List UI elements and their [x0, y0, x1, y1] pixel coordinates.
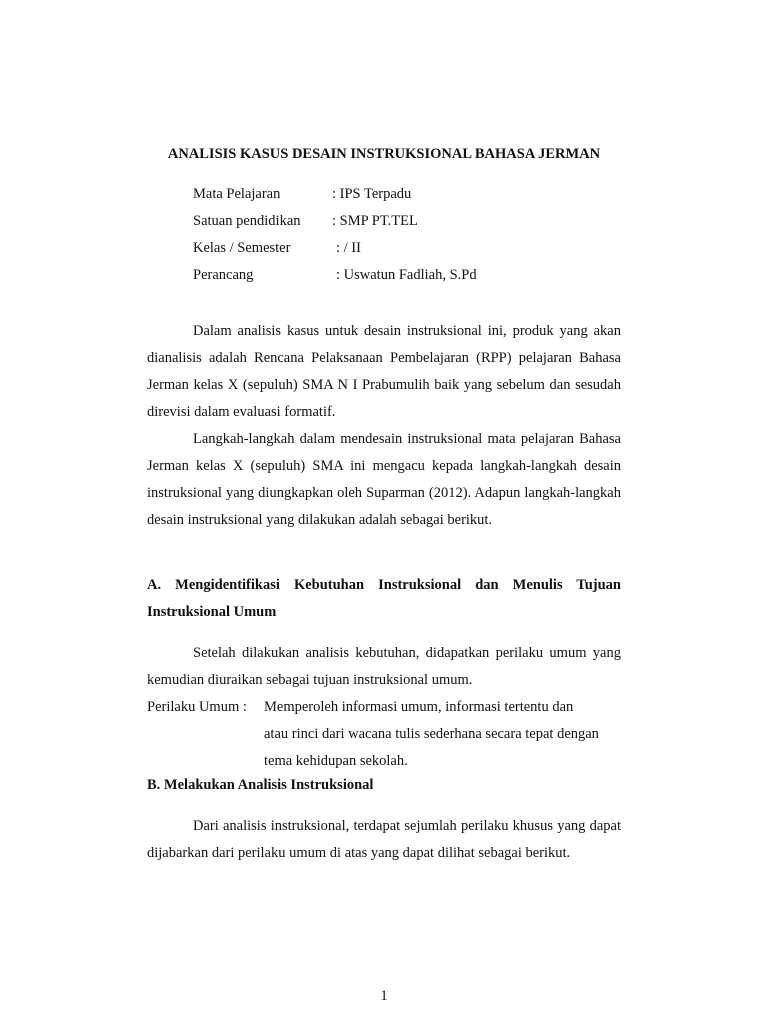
behavior-line: atau rinci dari wacana tulis sederhana secara tepat dengan — [264, 726, 599, 742]
meta-label: Satuan pendidikan — [193, 213, 301, 229]
behavior-label: Perilaku Umum : — [147, 699, 247, 715]
intro-paragraph: Langkah-langkah dalam mendesain instruksional mata pelajaran Bahasa Jerman kelas X (sepuluh) SMA ini mengacu kepada langkah-langkah desain instruksional yang diungkapkan oleh Suparman (2012). Adapun langkah-langkah desain instruksional yang dilakukan adalah sebagai berikut. — [147, 431, 621, 528]
behavior-line: Memperoleh informasi umum, informasi tertentu dan — [264, 699, 574, 715]
behavior-line: tema kehidupan sekolah. — [264, 753, 408, 769]
meta-value: : IPS Terpadu — [332, 186, 412, 202]
behavior-text — [264, 694, 624, 775]
section-b-heading: B. Melakukan Analisis Instruksional — [147, 777, 374, 793]
meta-label: Mata Pelajaran — [193, 186, 281, 202]
section-a-paragraph: Setelah dilakukan analisis kebutuhan, didapatkan perilaku umum yang kemudian diuraikan sebagai tujuan instruksional umum. — [147, 645, 621, 688]
intro-paragraph: Dalam analisis kasus untuk desain instruksional ini, produk yang akan dianalisis adalah Rencana Pelaksanaan Pembelajaran (RPP) pelajaran Bahasa Jerman kelas X (sepuluh) SMA N I Prabumulih baik yang sebelum dan sesudah direvisi dalam evaluasi formatif. — [147, 323, 621, 420]
meta-value: : SMP PT.TEL — [332, 213, 418, 229]
document-title: ANALISIS KASUS DESAIN INSTRUKSIONAL BAHASA JERMAN — [167, 146, 601, 162]
page-number: 1 — [380, 988, 388, 1004]
meta-label: Kelas / Semester — [193, 240, 291, 256]
section-a-heading: A. Mengidentifikasi Kebutuhan Instruksional dan Menulis Tujuan Instruksional Umum — [147, 577, 621, 620]
meta-label: Perancang — [193, 267, 254, 283]
section-b-paragraph: Dari analisis instruksional, terdapat sejumlah perilaku khusus yang dapat dijabarkan dari perilaku umum di atas yang dapat dilihat sebagai berikut. — [147, 818, 621, 861]
meta-value: : / II — [336, 240, 361, 256]
meta-value: : Uswatun Fadliah, S.Pd — [336, 267, 477, 283]
